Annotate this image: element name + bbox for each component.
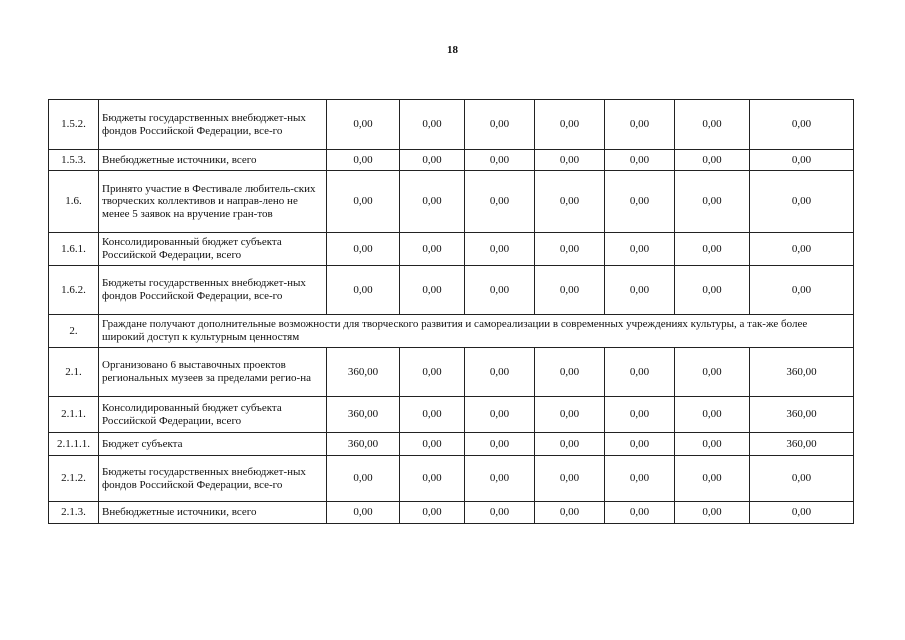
section-title: Граждане получают дополнительные возможности для творческого развития и самореализации в современных учреждениях культуры, а так-же более широкий доступ к культурным ценностям (99, 315, 854, 348)
row-number: 2.1.1. (49, 397, 99, 433)
value-cell: 360,00 (750, 348, 854, 397)
table-row (49, 315, 854, 348)
value-cell: 0,00 (327, 171, 400, 233)
table-row (49, 456, 854, 502)
table-row (49, 233, 854, 266)
value-cell: 0,00 (675, 456, 750, 502)
value-cell: 0,00 (750, 456, 854, 502)
row-description: Внебюджетные источники, всего (99, 150, 327, 171)
value-cell: 0,00 (750, 233, 854, 266)
row-description: Бюджет субъекта (99, 433, 327, 456)
row-number: 2. (49, 315, 99, 348)
value-cell: 0,00 (675, 348, 750, 397)
value-cell: 360,00 (327, 397, 400, 433)
value-cell: 360,00 (327, 433, 400, 456)
value-cell: 0,00 (605, 456, 675, 502)
value-cell: 0,00 (465, 502, 535, 524)
table-row (49, 397, 854, 433)
row-number: 2.1.2. (49, 456, 99, 502)
table-row (49, 502, 854, 524)
value-cell: 0,00 (535, 100, 605, 150)
value-cell: 0,00 (675, 150, 750, 171)
row-description: Консолидированный бюджет субъекта Российской Федерации, всего (99, 397, 327, 433)
value-cell: 0,00 (675, 433, 750, 456)
value-cell: 0,00 (675, 233, 750, 266)
value-cell: 0,00 (535, 456, 605, 502)
value-cell: 0,00 (675, 100, 750, 150)
value-cell: 0,00 (400, 456, 465, 502)
value-cell: 360,00 (750, 433, 854, 456)
value-cell: 0,00 (327, 266, 400, 315)
row-number: 2.1.3. (49, 502, 99, 524)
table-row (49, 100, 854, 150)
value-cell: 0,00 (465, 348, 535, 397)
value-cell: 0,00 (400, 100, 465, 150)
value-cell: 0,00 (605, 233, 675, 266)
value-cell: 0,00 (400, 171, 465, 233)
value-cell: 0,00 (675, 397, 750, 433)
value-cell: 0,00 (605, 397, 675, 433)
row-number: 1.6.1. (49, 233, 99, 266)
value-cell: 0,00 (605, 171, 675, 233)
value-cell: 0,00 (465, 433, 535, 456)
row-number: 2.1. (49, 348, 99, 397)
value-cell: 0,00 (400, 433, 465, 456)
value-cell: 0,00 (675, 502, 750, 524)
value-cell: 0,00 (605, 266, 675, 315)
row-description: Бюджеты государственных внебюджет-ных фондов Российской Федерации, все-го (99, 266, 327, 315)
row-number: 2.1.1.1. (49, 433, 99, 456)
value-cell: 0,00 (400, 397, 465, 433)
value-cell: 0,00 (327, 150, 400, 171)
row-description: Принято участие в Фестивале любитель-ских творческих коллективов и направ-лено не менее 5 заявок на вручение гран-тов (99, 171, 327, 233)
value-cell: 0,00 (750, 150, 854, 171)
row-number: 1.5.3. (49, 150, 99, 171)
table-row (49, 150, 854, 171)
table-row (49, 433, 854, 456)
value-cell: 0,00 (400, 150, 465, 171)
value-cell: 0,00 (465, 397, 535, 433)
row-number: 1.6. (49, 171, 99, 233)
value-cell: 0,00 (400, 502, 465, 524)
value-cell: 0,00 (465, 171, 535, 233)
value-cell: 0,00 (465, 100, 535, 150)
value-cell: 0,00 (465, 456, 535, 502)
value-cell: 0,00 (465, 150, 535, 171)
value-cell: 0,00 (535, 233, 605, 266)
value-cell: 0,00 (605, 502, 675, 524)
value-cell: 0,00 (675, 171, 750, 233)
budget-table (48, 99, 854, 524)
value-cell: 0,00 (535, 397, 605, 433)
value-cell: 0,00 (327, 233, 400, 266)
value-cell: 0,00 (465, 233, 535, 266)
value-cell: 360,00 (750, 397, 854, 433)
row-description: Организовано 6 выставочных проектов региональных музеев за пределами регио-на (99, 348, 327, 397)
value-cell: 0,00 (750, 266, 854, 315)
table-body (49, 100, 854, 524)
value-cell: 0,00 (535, 171, 605, 233)
value-cell: 0,00 (605, 433, 675, 456)
value-cell: 0,00 (535, 266, 605, 315)
value-cell: 360,00 (327, 348, 400, 397)
value-cell: 0,00 (465, 266, 535, 315)
value-cell: 0,00 (750, 502, 854, 524)
page-number: 18 (447, 44, 458, 56)
row-description: Внебюджетные источники, всего (99, 502, 327, 524)
row-description: Бюджеты государственных внебюджет-ных фондов Российской Федерации, все-го (99, 456, 327, 502)
value-cell: 0,00 (535, 150, 605, 171)
value-cell: 0,00 (605, 150, 675, 171)
value-cell: 0,00 (675, 266, 750, 315)
value-cell: 0,00 (327, 456, 400, 502)
value-cell: 0,00 (750, 100, 854, 150)
value-cell: 0,00 (535, 502, 605, 524)
row-description: Консолидированный бюджет субъекта Российской Федерации, всего (99, 233, 327, 266)
value-cell: 0,00 (535, 433, 605, 456)
table-row (49, 348, 854, 397)
value-cell: 0,00 (327, 502, 400, 524)
table-row (49, 266, 854, 315)
value-cell: 0,00 (750, 171, 854, 233)
row-description: Бюджеты государственных внебюджет-ных фондов Российской Федерации, все-го (99, 100, 327, 150)
value-cell: 0,00 (535, 348, 605, 397)
value-cell: 0,00 (327, 100, 400, 150)
value-cell: 0,00 (605, 100, 675, 150)
row-number: 1.5.2. (49, 100, 99, 150)
table-row (49, 171, 854, 233)
value-cell: 0,00 (605, 348, 675, 397)
value-cell: 0,00 (400, 348, 465, 397)
row-number: 1.6.2. (49, 266, 99, 315)
value-cell: 0,00 (400, 233, 465, 266)
value-cell: 0,00 (400, 266, 465, 315)
